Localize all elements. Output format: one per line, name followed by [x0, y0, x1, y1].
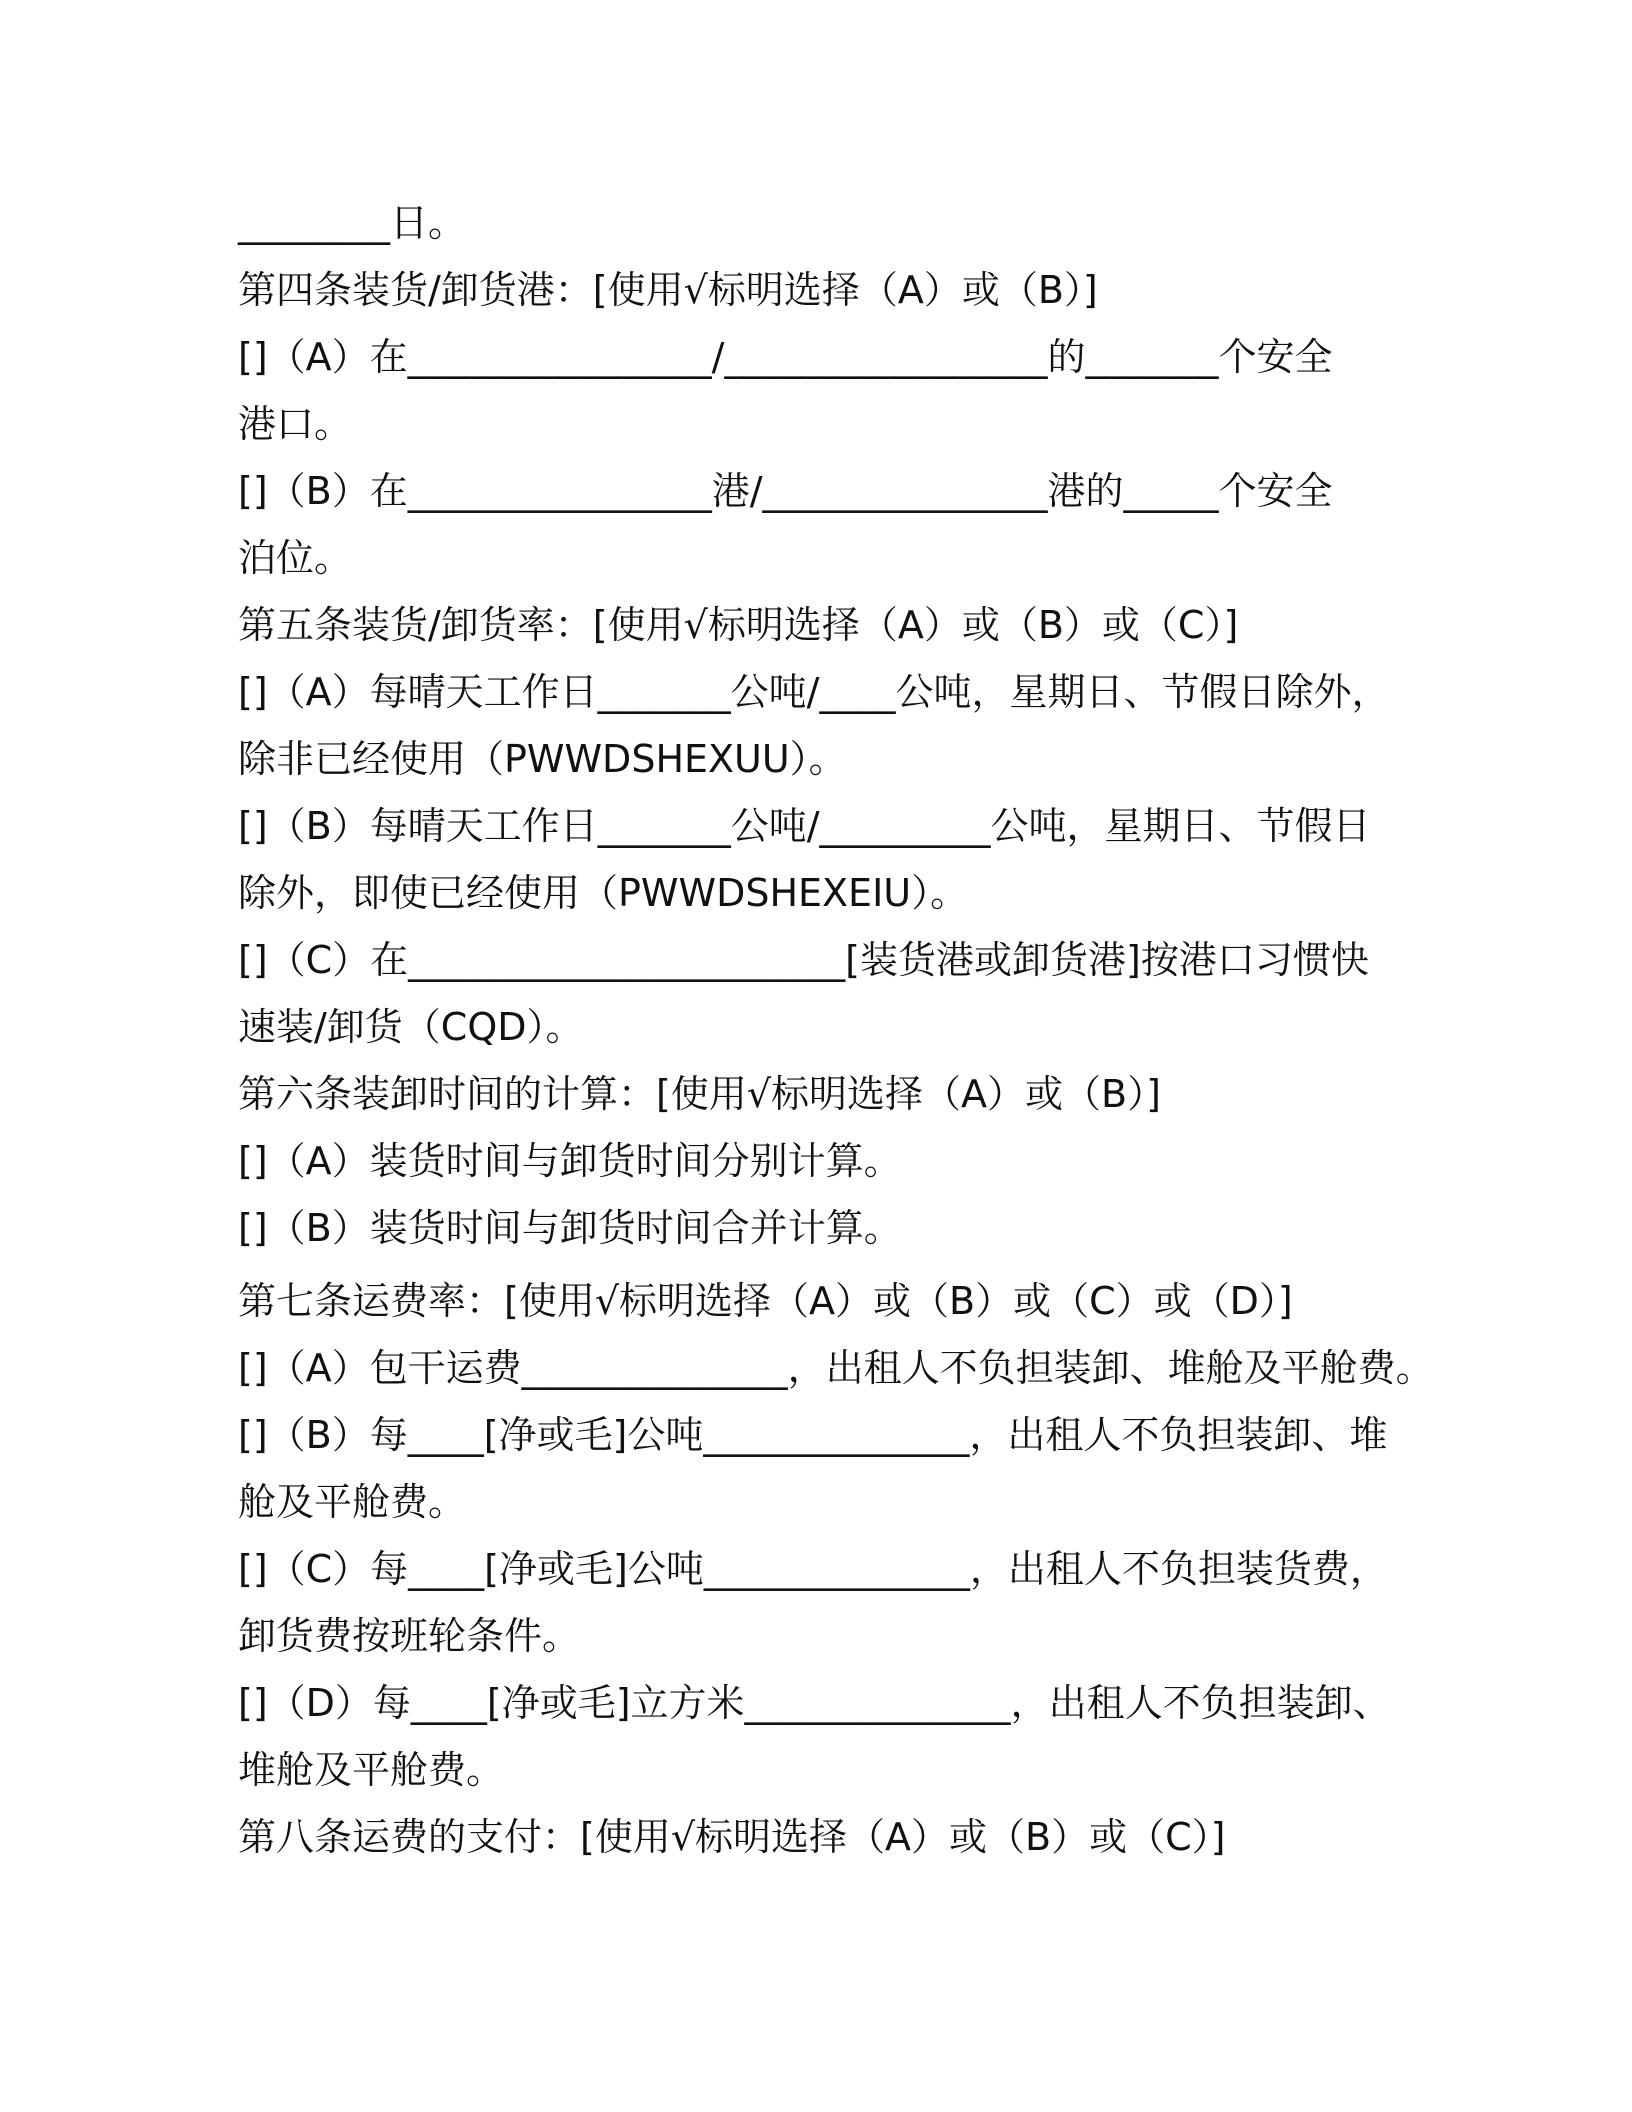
text-line: 速装/卸货（CQD）。 — [238, 1005, 584, 1049]
text-line: ________日。 — [238, 201, 467, 245]
text-line: []（B）在________________港/_______________港的_____个安全 — [238, 469, 1333, 513]
text-line: 泊位。 — [238, 536, 353, 580]
text-line: []（D）每____[净或毛]立方米______________，出租人不负担装卸、 — [238, 1681, 1391, 1725]
text-line: []（A）装货时间与卸货时间分别计算。 — [238, 1139, 902, 1183]
text-line: []（A）包干运费______________，出租人不负担装卸、堆舱及平舱费。 — [238, 1346, 1434, 1390]
document-body — [238, 190, 1434, 1871]
article-5-heading: 第五条装货/卸货率：[使用√标明选择（A）或（B）或（C）] — [238, 603, 1239, 647]
text-line: []（A）每晴天工作日_______公吨/____公吨，星期日、节假日除外， — [238, 670, 1390, 714]
article-4-heading: 第四条装货/卸货港：[使用√标明选择（A）或（B）] — [238, 268, 1098, 312]
text-line: 卸货费按班轮条件。 — [238, 1614, 581, 1658]
article-8-heading: 第八条运费的支付：[使用√标明选择（A）或（B）或（C）] — [238, 1815, 1226, 1859]
article-7-heading: 第七条运费率：[使用√标明选择（A）或（B）或（C）或（D）] — [238, 1279, 1293, 1323]
article-6-heading: 第六条装卸时间的计算：[使用√标明选择（A）或（B）] — [238, 1072, 1161, 1116]
text-line: 堆舱及平舱费。 — [238, 1748, 505, 1792]
text-line: []（B）每____[净或毛]公吨______________，出租人不负担装卸、堆 — [238, 1413, 1388, 1457]
text-line: []（B）装货时间与卸货时间合并计算。 — [238, 1206, 902, 1250]
text-line: []（B）每晴天工作日_______公吨/_________公吨，星期日、节假日 — [238, 804, 1371, 848]
text-line: 港口。 — [238, 402, 353, 446]
text-line: []（A）在________________/_________________的_______个安全 — [238, 335, 1333, 379]
text-line: []（C）在_______________________[装货港或卸货港]按港口习惯快 — [238, 938, 1369, 982]
text-line: 除非已经使用（PWWDSHEXUU）。 — [238, 737, 847, 781]
text-line: 舱及平舱费。 — [238, 1480, 467, 1524]
text-line: 除外，即使已经使用（PWWDSHEXEIU）。 — [238, 871, 969, 915]
text-line: []（C）每____[净或毛]公吨______________，出租人不负担装货费， — [238, 1547, 1388, 1591]
